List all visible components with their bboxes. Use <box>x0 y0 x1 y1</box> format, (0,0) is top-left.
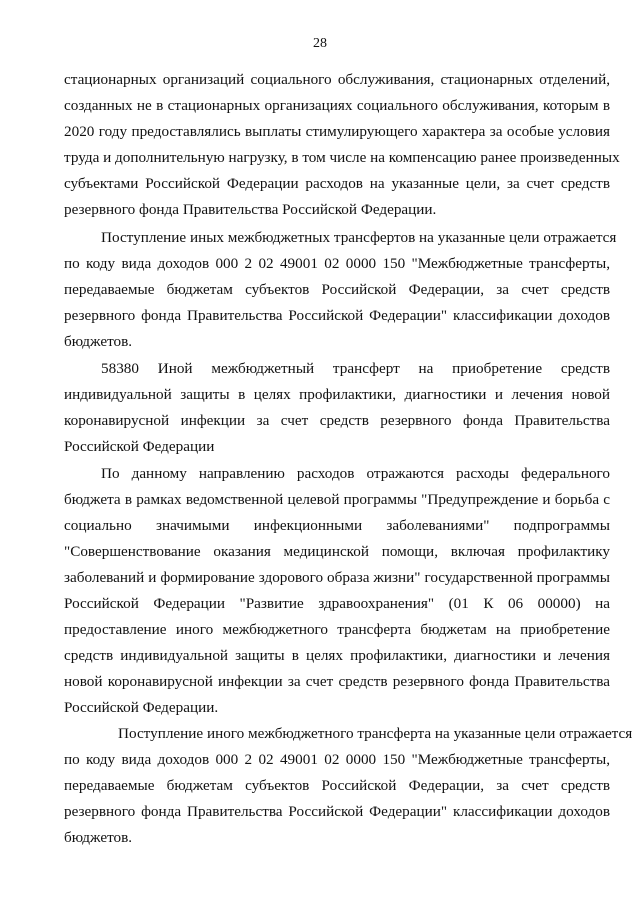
paragraph-2-line-5: бюджетов. <box>64 333 133 350</box>
paragraph-4-line-2: по коду вида доходов 000 2 02 49001 02 0000 150 "Межбюджетные трансферты, <box>64 751 610 768</box>
section-heading-line-2: индивидуальной защиты в целях профилактики, диагностики и лечения новой <box>64 386 610 403</box>
section-heading-line-1: 58380 Иной межбюджетный трансферт на приобретение средств <box>101 360 610 377</box>
paragraph-2-line-3: передаваемые бюджетам субъектов Российской Федерации, за счет средств <box>64 281 610 298</box>
paragraph-3-line-8: средств индивидуальной защиты в целях профилактики, диагностики и лечения <box>64 647 610 664</box>
paragraph-4-line-5: бюджетов. <box>64 829 133 846</box>
paragraph-3-line-1: По данному направлению расходов отражаются расходы федерального <box>101 465 610 482</box>
paragraph-3-line-10: Российской Федерации. <box>64 699 219 716</box>
paragraph-1-line-3: 2020 году предоставлялись выплаты стимулирующего характера за особые условия <box>64 123 610 140</box>
paragraph-1-line-2: созданных не в стационарных организациях социального обслуживания, которым в <box>64 97 610 114</box>
paragraph-2-line-1: Поступление иных межбюджетных трансфертов на указанные цели отражается <box>101 229 617 246</box>
paragraph-4-line-3: передаваемые бюджетам субъектов Российской Федерации, за счет средств <box>64 777 610 794</box>
paragraph-4-line-4: резервного фонда Правительства Российской Федерации" классификации доходов <box>64 803 610 820</box>
paragraph-3-line-2: бюджета в рамках ведомственной целевой программы "Предупреждение и борьба с <box>64 491 610 508</box>
paragraph-3-line-5: заболеваний и формирование здорового образа жизни" государственной программы <box>64 569 610 586</box>
paragraph-1-line-6: резервного фонда Правительства Российской Федерации. <box>64 201 437 218</box>
paragraph-3-line-9: новой коронавирусной инфекции за счет средств резервного фонда Правительства <box>64 673 610 690</box>
paragraph-3-line-4: "Совершенствование оказания медицинской помощи, включая профилактику <box>64 543 610 560</box>
paragraph-3-line-6: Российской Федерации "Развитие здравоохранения" (01 К 06 00000) на <box>64 595 610 612</box>
paragraph-1-line-1: стационарных организаций социального обслуживания, стационарных отделений, <box>64 71 610 88</box>
paragraph-2-line-2: по коду вида доходов 000 2 02 49001 02 0000 150 "Межбюджетные трансферты, <box>64 255 610 272</box>
paragraph-3-line-7: предоставление иного межбюджетного трансферта бюджетам на приобретение <box>64 621 610 638</box>
paragraph-3-line-3: социально значимыми инфекционными заболеваниями" подпрограммы <box>64 517 610 534</box>
paragraph-4-line-1: Поступление иного межбюджетного трансферта на указанные цели отражается <box>118 725 633 742</box>
section-heading-line-3: коронавирусной инфекции за счет средств резервного фонда Правительства <box>64 412 610 429</box>
page-number: 28 <box>313 36 327 51</box>
section-heading-line-4: Российской Федерации <box>64 438 215 455</box>
paragraph-1-line-5: субъектами Российской Федерации расходов на указанные цели, за счет средств <box>64 175 610 192</box>
paragraph-2-line-4: резервного фонда Правительства Российской Федерации" классификации доходов <box>64 307 610 324</box>
paragraph-1-line-4: труда и дополнительную нагрузку, в том числе на компенсацию ранее произведенных <box>64 149 620 166</box>
